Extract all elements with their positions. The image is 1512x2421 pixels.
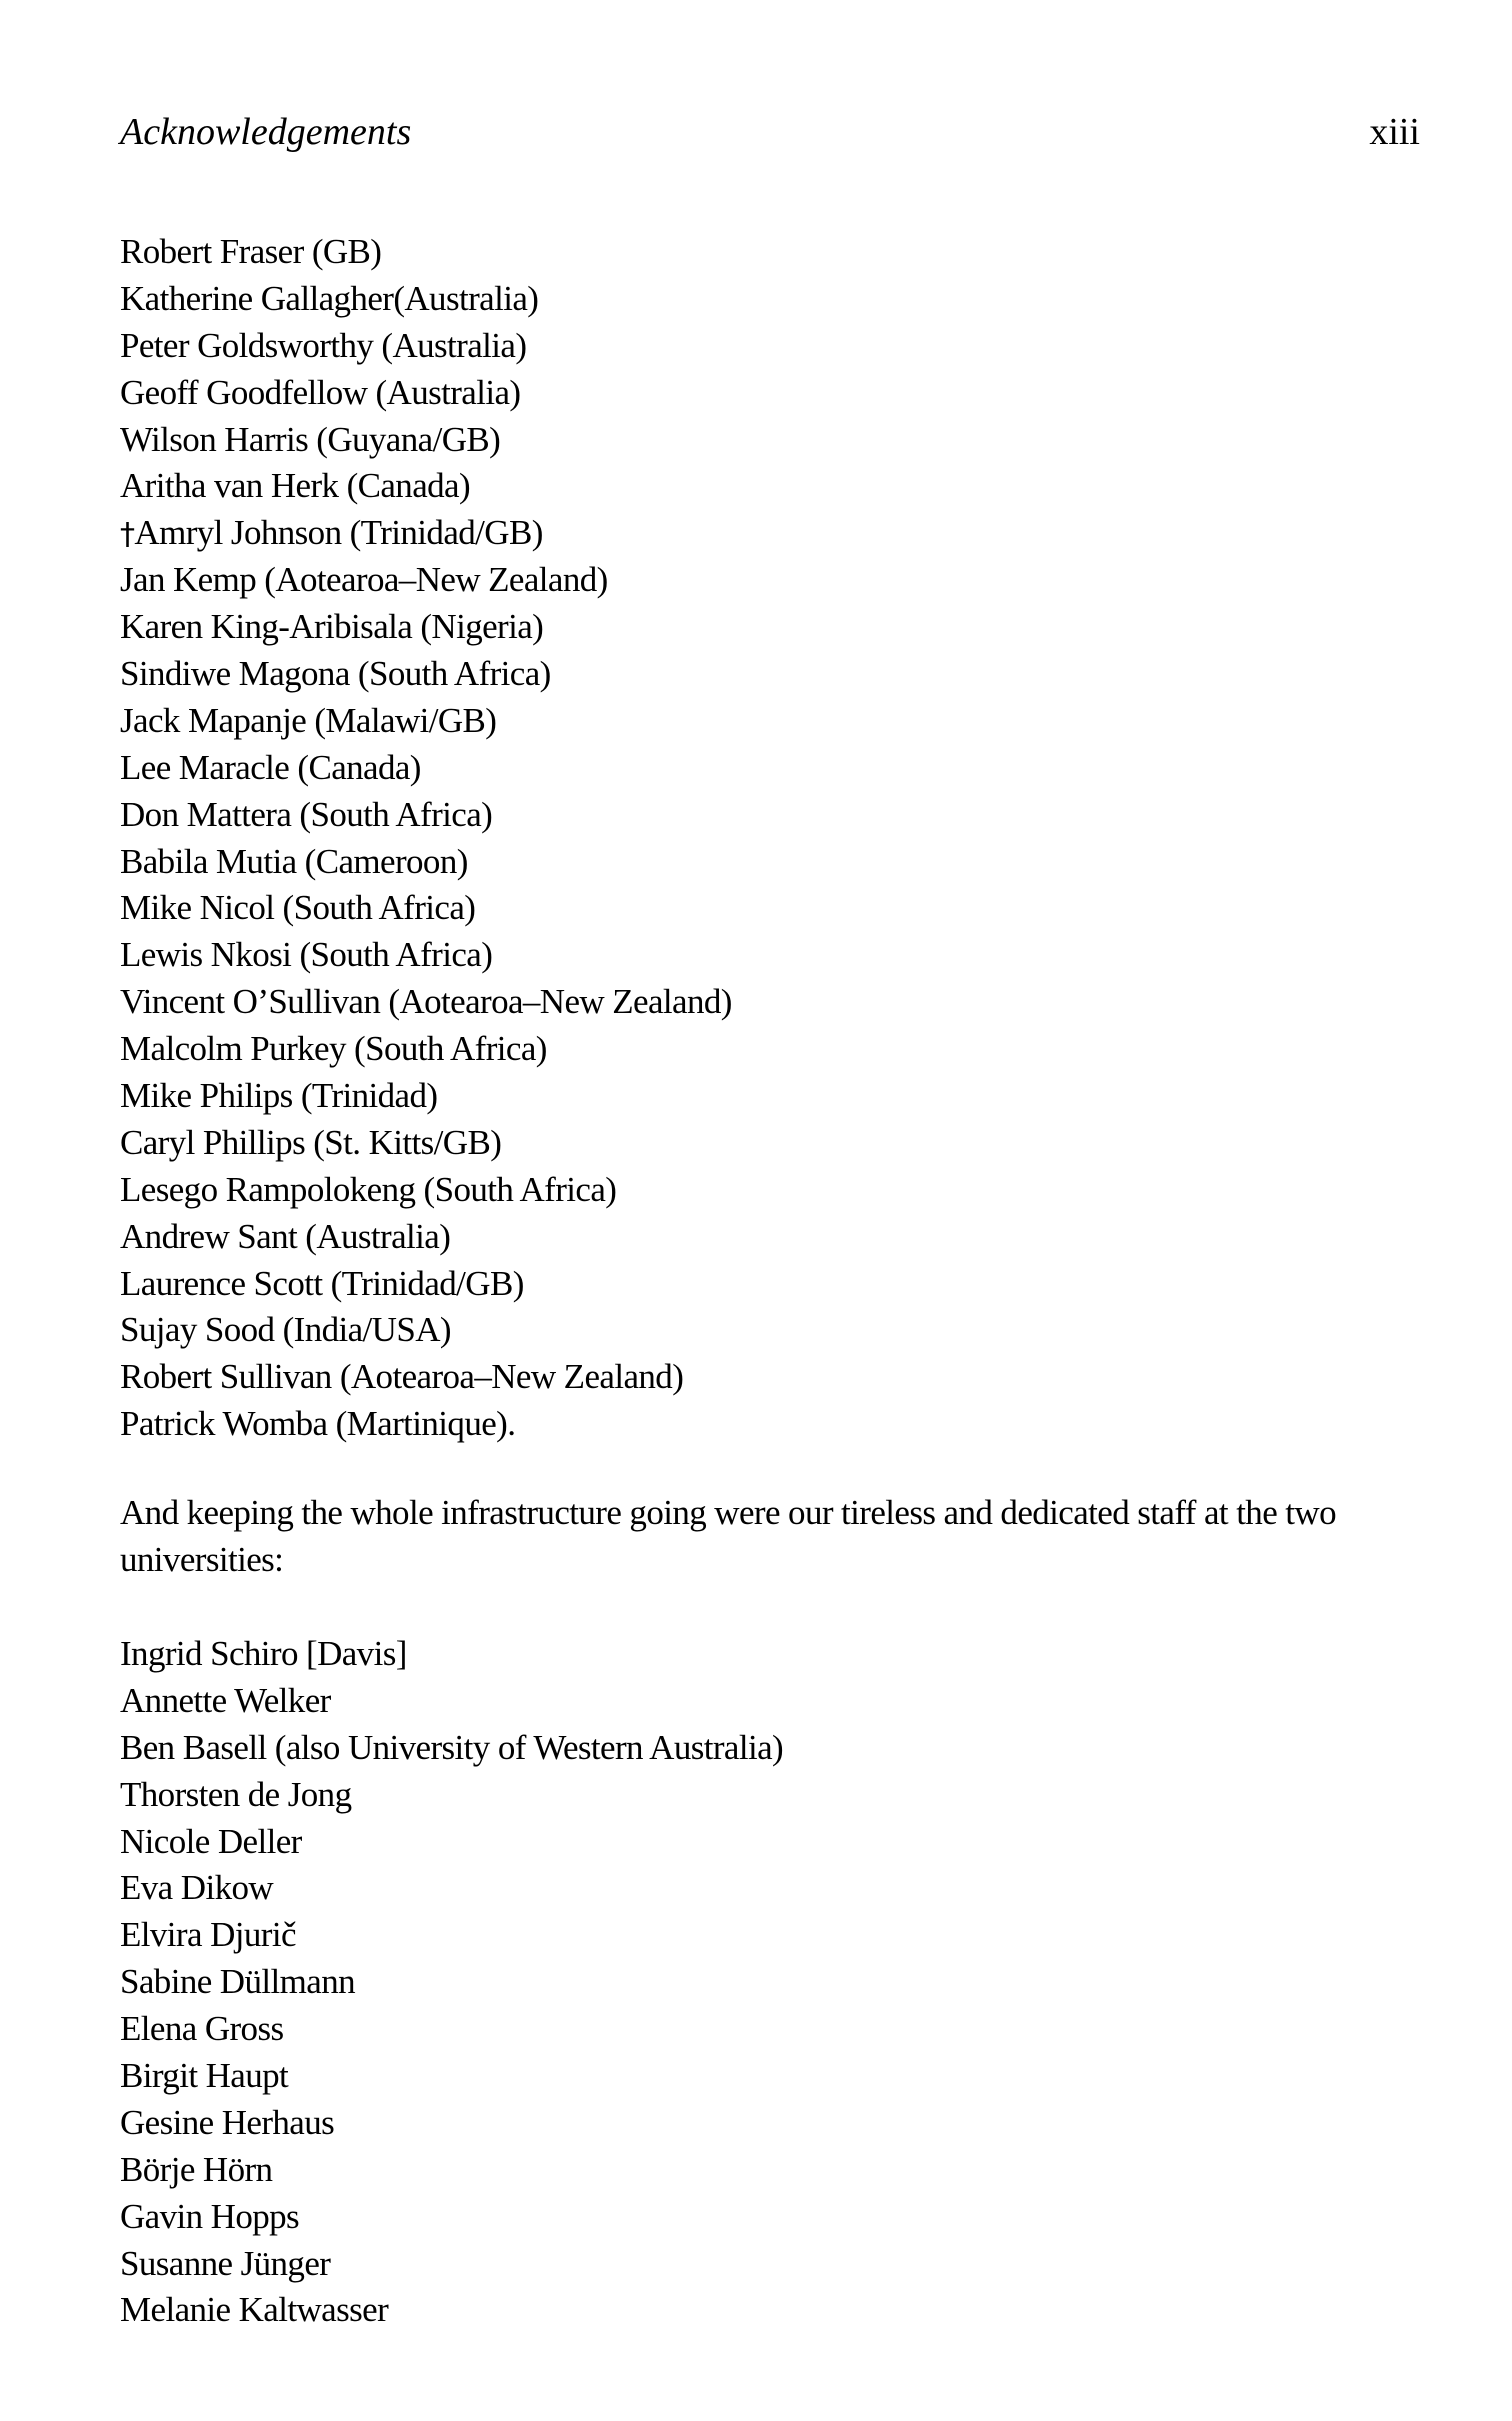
list-item: Karen King-Aribisala (Nigeria): [120, 607, 544, 647]
list-item: Thorsten de Jong: [120, 1774, 352, 1814]
contributor-list: [120, 229, 732, 1448]
list-item: Sindiwe Magona (South Africa): [120, 654, 551, 694]
list-item: Patrick Womba (Martinique).: [120, 1404, 516, 1444]
list-item: Andrew Sant (Australia): [120, 1216, 451, 1256]
list-item: Birgit Haupt: [120, 2056, 289, 2096]
list-item: Mike Nicol (South Africa): [120, 888, 476, 928]
list-item: Peter Goldsworthy (Australia): [120, 325, 527, 365]
list-item: Caryl Phillips (St. Kitts/GB): [120, 1122, 502, 1162]
list-item: Jan Kemp (Aotearoa–New Zealand): [120, 560, 608, 600]
list-item: Mike Philips (Trinidad): [120, 1076, 438, 1116]
list-item: Annette Welker: [120, 1680, 331, 1720]
list-item: Robert Fraser (GB): [120, 232, 382, 271]
list-item: Malcolm Purkey (South Africa): [120, 1029, 547, 1069]
list-item: Don Mattera (South Africa): [120, 794, 493, 834]
staff-intro-paragraph: And keeping the whole infrastructure going were our tireless and dedicated staff at the two universities:: [120, 1493, 1336, 1579]
list-item: Ben Basell (also University of Western Australia): [120, 1727, 784, 1767]
list-item: Aritha van Herk (Canada): [120, 466, 471, 506]
list-item: Jack Mapanje (Malawi/GB): [120, 700, 497, 740]
list-item: Ingrid Schiro [Davis]: [120, 1634, 407, 1673]
running-head-title: Acknowledgements: [120, 111, 412, 153]
list-item-text: Amryl Johnson (Trinidad/GB): [134, 513, 543, 553]
dagger-icon: †: [120, 517, 135, 553]
list-item: Laurence Scott (Trinidad/GB): [120, 1263, 524, 1303]
list-item: Elvira Djurič: [120, 1915, 296, 1955]
list-item: Elena Gross: [120, 2009, 284, 2049]
list-item: Robert Sullivan (Aotearoa–New Zealand): [120, 1357, 684, 1397]
list-item: Melanie Kaltwasser: [120, 2290, 389, 2330]
list-item: Vincent O’Sullivan (Aotearoa–New Zealand): [120, 982, 732, 1022]
list-item: Geoff Goodfellow (Australia): [120, 372, 521, 412]
list-item: Eva Dikow: [120, 1868, 274, 1908]
staff-list: [120, 1631, 783, 2334]
list-item: Nicole Deller: [120, 1821, 302, 1861]
list-item: Lewis Nkosi (South Africa): [120, 935, 493, 975]
list-item: Gesine Herhaus: [120, 2102, 335, 2142]
page-number: xiii: [1369, 111, 1420, 153]
list-item: Sujay Sood (India/USA): [120, 1310, 451, 1350]
list-item: Lesego Rampolokeng (South Africa): [120, 1169, 617, 1209]
list-item: Gavin Hopps: [120, 2196, 300, 2236]
list-item: Susanne Jünger: [120, 2243, 331, 2283]
list-item: Babila Mutia (Cameroon): [120, 841, 468, 881]
list-item: Wilson Harris (Guyana/GB): [120, 419, 501, 459]
list-item: Börje Hörn: [120, 2149, 273, 2189]
list-item: Lee Maracle (Canada): [120, 747, 421, 787]
list-item: Katherine Gallagher(Australia): [120, 278, 539, 318]
list-item: Sabine Düllmann: [120, 1962, 355, 2002]
list-item: [120, 510, 732, 557]
